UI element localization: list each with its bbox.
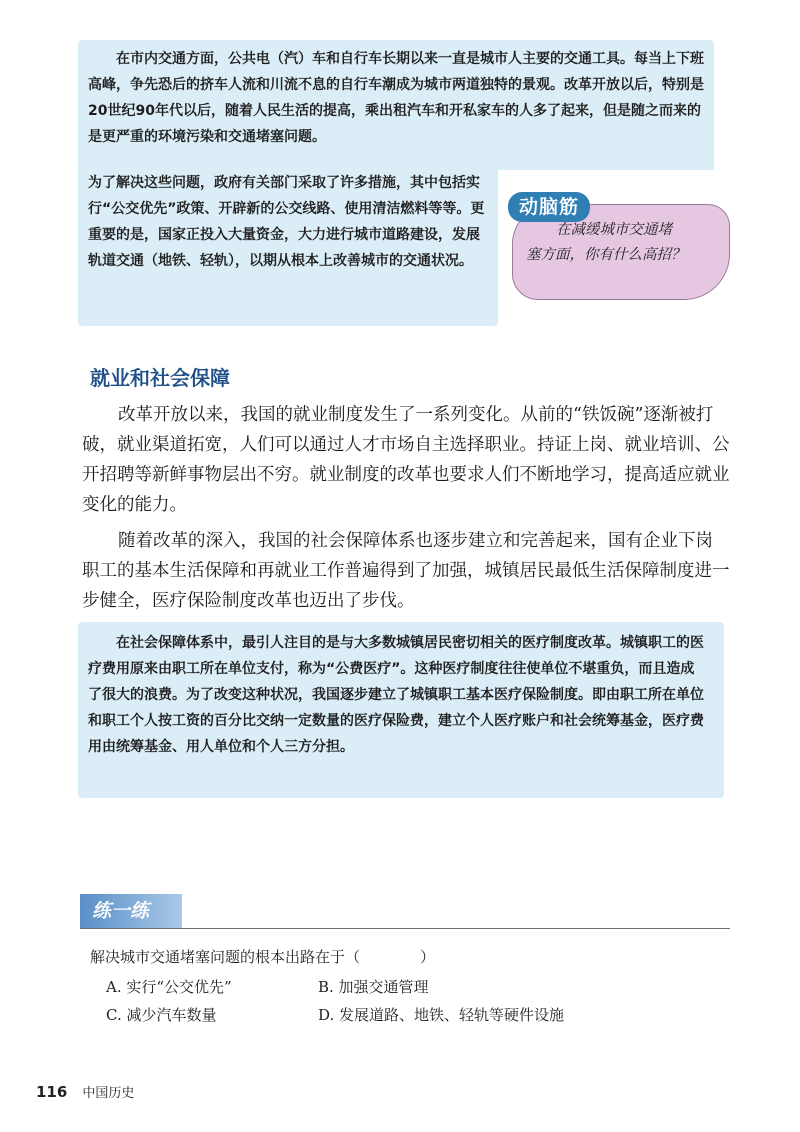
exercise-question <box>90 946 435 967</box>
think-tag: 动脑筋 <box>508 192 590 222</box>
exercise-tag: 练一练 <box>80 894 182 928</box>
option-d: D. 发展道路、地铁、轻轨等硬件设施 <box>318 1006 565 1024</box>
exercise-header <box>80 894 730 929</box>
reading-box-top <box>78 40 714 170</box>
option-c: C. 减少汽车数量 <box>106 1006 217 1024</box>
question-close: ） <box>420 948 436 966</box>
option-a: A. 实行“公交优先” <box>106 978 232 996</box>
think-question <box>522 218 712 268</box>
think-question-line: 在减缓城市交通堵 <box>556 222 672 238</box>
reading-box-medical <box>78 622 724 798</box>
question-text: 解决城市交通堵塞问题的根本出路在于（ <box>90 948 361 966</box>
reading-box-paragraph: 为了解决这些问题，政府有关部门采取了许多措施，其中包括实行“公交优先”政策、开辟新的公交线路、使用清洁燃料等等。更重要的是，国家正投入大量资金，大力进行城市道路建设，发展轨道交通（地铁、轻轨），以期从根本上改善城市的交通状况。 <box>88 175 485 269</box>
body-paragraph: 随着改革的深入，我国的社会保障体系也逐步建立和完善起来，国有企业下岗职工的基本生活保障和再就业工作普遍得到了加强，城镇居民最低生活保障制度进一步健全，医疗保险制度改革也迈出了步伐。 <box>82 531 730 611</box>
book-name: 中国历史 <box>82 1086 135 1101</box>
reading-box-paragraph: 在社会保障体系中，最引人注目的是与大多数城镇居民密切相关的医疗制度改革。城镇职工的医疗费用原来由职工所在单位支付，称为“公费医疗”。这种医疗制度往往使单位不堪重负，而且造成了很大的浪费。为了改变这种状况，我国逐步建立了城镇职工基本医疗保险制度。即由职工所在单位和职工个人按工资的百分比交纳一定数量的医疗保险费，建立个人医疗账户和社会统筹基金，医疗费用由统筹基金、用人单位和个人三方分担。 <box>88 635 704 755</box>
reading-box-paragraph: 在市内交通方面，公共电（汽）车和自行车长期以来一直是城市人主要的交通工具。每当上下班高峰，争先恐后的挤车人流和川流不息的自行车潮成为城市两道独特的景观。改革开放以后，特别是20世纪90年代以后，随着人民生活的提高，乘出租汽车和开私家车的人多了起来，但是随之而来的是更严重的环境污染和交通堵塞问题。 <box>88 51 704 145</box>
page-footer <box>36 1082 134 1101</box>
think-callout <box>502 188 730 298</box>
think-question-line: 塞方面，你有什么高招？ <box>526 247 686 263</box>
body-paragraph: 改革开放以来，我国的就业制度发生了一系列变化。从前的“铁饭碗”逐渐被打破，就业渠道拓宽，人们可以通过人才市场自主选择职业。持证上岗、就业培训、公开招聘等新鲜事物层出不穷。就业制度的改革也要求人们不断地学习，提高适应就业变化的能力。 <box>82 405 730 515</box>
page-number: 116 <box>36 1083 68 1101</box>
reading-box-bottom <box>78 168 498 326</box>
option-b: B. 加强交通管理 <box>318 978 429 996</box>
section-title: 就业和社会保障 <box>90 366 230 390</box>
